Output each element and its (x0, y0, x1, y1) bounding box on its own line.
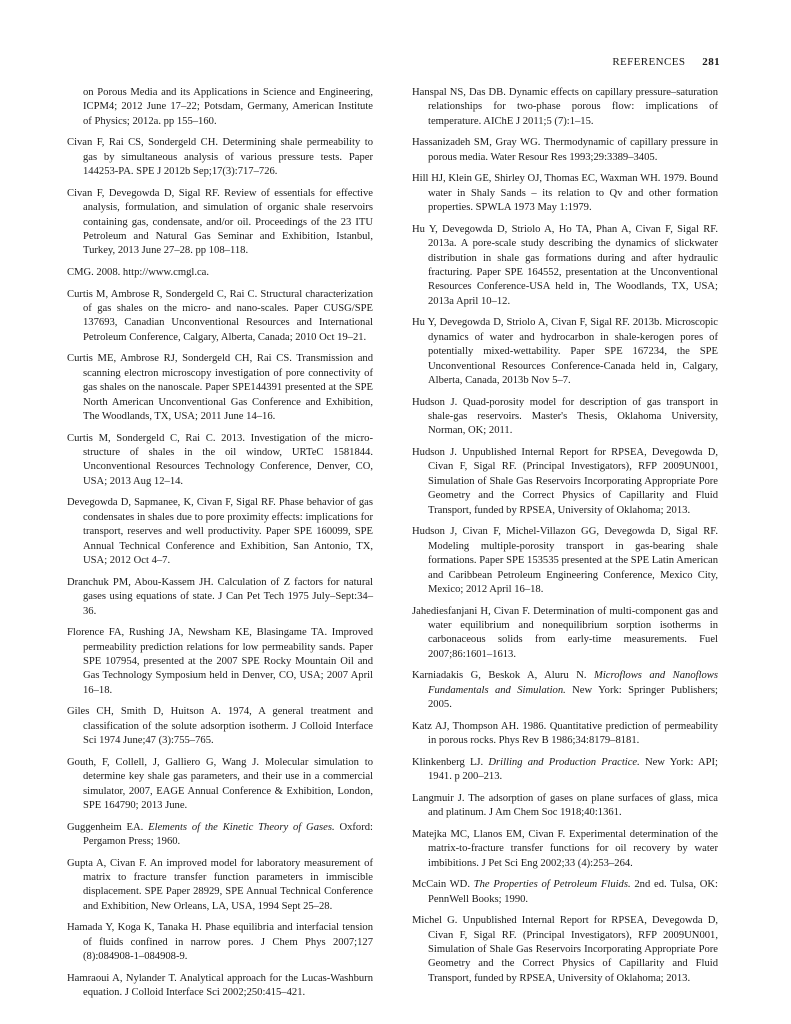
reference-entry: Hu Y, Devegowda D, Striolo A, Ho TA, Phan A, Civan F, Sigal RF. 2013a. A pore-scale study describing the dynamics of slickwater distribution in shale gas formations during and after hydraulic fracturing. Paper SPE 164552, presentation at the Unconventional Resources Conference-USA held in, The Woodlands, TX, USA; 2013a April 10–12. (412, 223, 718, 307)
reference-entry: Hamraoui A, Nylander T. Analytical approach for the Lucas-Washburn equation. J Colloid Interface Sci 2002;250:415–421. (67, 972, 373, 999)
reference-entry: Devegowda D, Sapmanee, K, Civan F, Sigal RF. Phase behavior of gas condensates in shales due to pore proximity effects: implications for transport, reserves and well productivity. Paper SPE 160099, SPE Annual Technical Conference and Exhibition, San Antonio, TX, USA; 2012 Oct 4–7. (67, 497, 373, 567)
reference-entry: Matejka MC, Llanos EM, Civan F. Experimental determination of the matrix-to-fracture transfer functions for oil recovery by water imbibitions. J Pet Sci Eng 2002;33 (4):253–264. (412, 828, 718, 869)
reference-book-title: The Properties of Petroleum Fluids. (473, 879, 631, 891)
reference-entry: Gupta A, Civan F. An improved model for laboratory measurement of matrix to fracture transfer function parameters in immiscible displacement. SPE Paper 28929, SPE Annual Technical Conference and Exhibition, New Orleans, LA, USA, 1994 Sept 25–28. (67, 857, 373, 912)
reference-entry: Curtis ME, Ambrose RJ, Sondergeld CH, Rai CS. Transmission and scanning electron microscopy investigation of pore connectivity of gas shales on the nanoscale. Paper SPE144391 presented at the SPE North American Unconventional Gas Conference and Exhibition, The Woodlands, TX, USA; 2011 June 14–16. (67, 353, 373, 423)
reference-entry: Hudson J. Unpublished Internal Report for RPSEA, Devegowda D, Civan F, Sigal RF. (Principal Investigators), RFP 2009UN001, Simulation of Shale Gas Reservoirs Incorporating Appropriate Pore Geometry and the Correct Physics of Capillarity and Fluid Transport, funded by RPSEA, University of Oklahoma; 2013. (412, 447, 718, 516)
reference-book-title: Drilling and Production Practice. (488, 756, 640, 768)
reference-book-title: Elements of the Kinetic Theory of Gases. (148, 821, 335, 833)
reference-entry: Civan F, Devegowda D, Sigal RF. Review of essentials for effective analysis, formulation, and simulation of organic shale reservoirs containing gas, condensate, and/or oil. Proceedings of the 23 ITU Petroleum and Natural Gas Seminar and Exhibition, Istanbul, Turkey, 2013 June 27–28. pp 108–118. (67, 187, 373, 257)
reference-entry: Jahediesfanjani H, Civan F. Determination of multi-component gas and water equilibrium and nonequilibrium sorption isotherms in carbonaceous solids from early-time measurements. Fuel 2007;86:1601–1613. (412, 605, 718, 660)
reference-entry (412, 756, 718, 785)
reference-entry: Florence FA, Rushing JA, Newsham KE, Blasingame TA. Improved permeability prediction relations for low permeability sands. Paper SPE 107954, presented at the 2007 SPE Rocky Mountain Oil and Gas Technology Symposium held in Denver, CO, USA; 2007 April 16–18. (67, 627, 373, 696)
section-title: REFERENCES (612, 56, 686, 68)
reference-authors: Guggenheim EA. (67, 821, 149, 833)
reference-authors: Klinkenberg LJ. (412, 756, 489, 768)
reference-entry: Giles CH, Smith D, Huitson A. 1974, A general treatment and classification of the solute adsorption isotherm. J Colloid Interface Sci 1974 June;47 (3):755–765. (67, 706, 373, 747)
reference-entry (412, 669, 718, 712)
reference-entry: Hudson J, Civan F, Michel-Villazon GG, Devegowda D, Sigal RF. Modeling multiple-porosity transport in gas-bearing shale formations. Paper SPE 153535 presented at the SPE Latin American and Caribbean Petroleum Engineering Conference, Mexico City, Mexico; 2012 April 16–18. (412, 526, 718, 595)
reference-entry (67, 821, 373, 850)
reference-authors: McCain WD. (412, 879, 474, 891)
reference-entry: Hill HJ, Klein GE, Shirley OJ, Thomas EC, Waxman WH. 1979. Bound water in Shaly Sands – its relation to Qv and other formation properties. SPWLA 1973 May 1:1979. (412, 173, 718, 214)
reference-entry: Hanspal NS, Das DB. Dynamic effects on capillary pressure–saturation relationships for two-phase porous flow: implications of temperature. AIChE J 2011;5 (7):1–15. (412, 87, 718, 127)
left-reference-column (67, 86, 373, 1008)
reference-entry: Civan F, Rai CS, Sondergeld CH. Determining shale permeability to gas by simultaneous analysis of various pressure tests. Paper 144253-PA. SPE J 2012b Sep;17(3):717–726. (67, 137, 373, 178)
reference-publisher: New York: Springer Publishers; 2005. (428, 684, 718, 711)
reference-entry: on Porous Media and its Applications in Science and Engineering, ICPM4; 2012 June 17–22; Potsdam, Germany, American Institute of Physics; 2012a. pp 155–160. (83, 87, 373, 127)
right-reference-column (412, 86, 718, 993)
reference-entry: Langmuir J. The adsorption of gases on plane surfaces of glass, mica and platinum. J Am Chem Soc 1918;40:1361. (412, 792, 718, 819)
reference-entry: Hassanizadeh SM, Gray WG. Thermodynamic of capillary pressure in porous media. Water Resour Res 1993;29:3389–3405. (412, 137, 718, 163)
reference-entry (412, 878, 718, 907)
reference-entry: Hudson J. Quad-porosity model for description of gas transport in shale-gas reservoirs. Master's Thesis, Oklahoma University, Norman, OK; 2011. (412, 396, 718, 437)
reference-entry: Curtis M, Sondergeld C, Rai C. 2013. Investigation of the micro-structure of shales in the oil window, URTeC 1581844. Unconventional Resources Technology Conference, Denver, CO, USA; 2013 Aug 12–14. (67, 432, 373, 487)
reference-publisher: New York: API; 1941. p 200–213. (428, 756, 719, 783)
reference-entry: Michel G. Unpublished Internal Report for RPSEA, Devegowda D, Civan F, Sigal RF. (Principal Investigators), RFP 2009UN001, Simulation of Shale Gas Reservoirs Incorporating Appropriate Pore Geometry and the Correct Physics of Capillarity and Fluid Transport, funded by RPSEA, University of Oklahoma; 2013. (412, 915, 718, 984)
reference-entry: Dranchuk PM, Abou-Kassem JH. Calculation of Z factors for natural gases using equations of state. J Can Pet Tech 1975 July–Sept:34–36. (67, 576, 373, 617)
reference-authors: Karniadakis G, Beskok A, Aluru N. (412, 670, 595, 682)
reference-entry: Hamada Y, Koga K, Tanaka H. Phase equilibria and interfacial tension of fluids confined in narrow pores. J Chem Phys 2007;127 (8):084908-1–084908-9. (67, 922, 373, 963)
reference-entry: Curtis M, Ambrose R, Sondergeld C, Rai C. Structural characterization of gas shales on the micro- and nano-scales. Paper CUSG/SPE 137693, Canadian Unconventional Resources and International Petroleum Conference, Calgary, Alberta, Canada; 2010 Oct 19–21. (67, 288, 373, 343)
page-number: 281 (702, 56, 720, 68)
reference-publisher: Oxford: Pergamon Press; 1960. (83, 821, 373, 847)
reference-entry: CMG. 2008. http://www.cmgl.ca. (67, 267, 210, 279)
running-head (612, 56, 720, 68)
reference-book-title: Microflows and Nanoflows Fundamentals and Simulation. (428, 670, 718, 696)
reference-entry: Katz AJ, Thompson AH. 1986. Quantitative prediction of permeability in porous rocks. Phys Rev B 1986;34:8179–8181. (412, 720, 718, 747)
reference-publisher: 2nd ed. Tulsa, OK: PennWell Books; 1990. (428, 879, 718, 905)
reference-entry: Gouth, F, Collell, J, Galliero G, Wang J. Molecular simulation to determine key shale gas parameters, and their use in a commercial simulator, 2007, EAGE Annual Conference & Exhibition, London, SPE 164790; 2013 June. (67, 756, 373, 811)
reference-entry: Hu Y, Devegowda D, Striolo A, Civan F, Sigal RF. 2013b. Microscopic dynamics of water and hydrocarbon in shale-kerogen pores of potentially mixed-wettability. Paper SPE 167234, the SPE Unconventional Resources Conference-Canada held in, Calgary, Alberta, Canada, 2013b Nov 5–7. (412, 317, 718, 387)
